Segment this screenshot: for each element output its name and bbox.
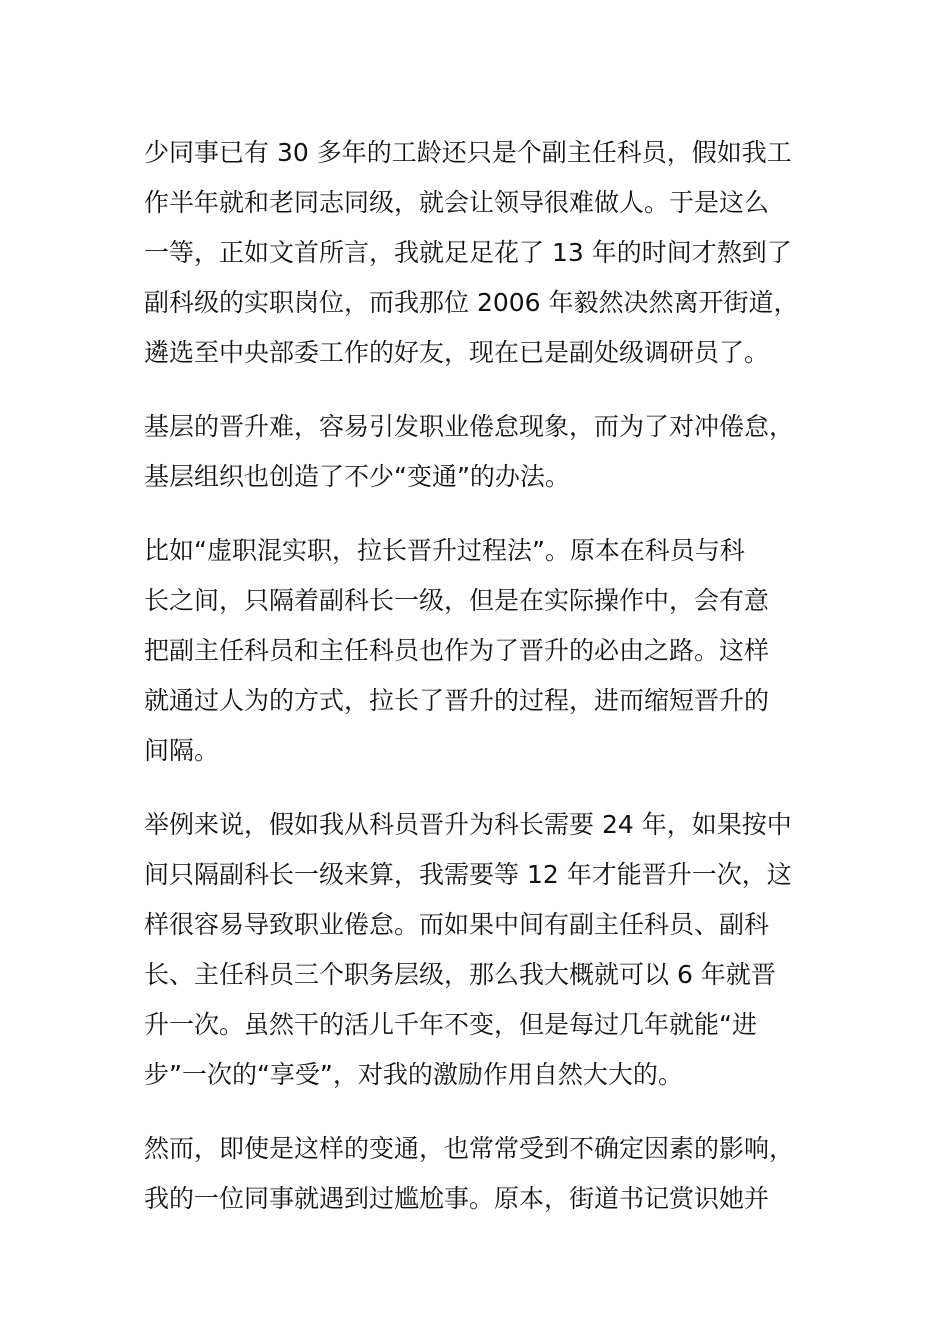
- document-body: [144, 128, 804, 1248]
- paragraph-2: [144, 402, 804, 502]
- text-line: 长之间，只隔着副科长一级，但是在实际操作中，会有意: [144, 586, 770, 615]
- paragraph-3: [144, 526, 804, 776]
- text-line: 升一次。虽然干的活儿千年不变，但是每过几年就能“进: [144, 1010, 757, 1039]
- text-line: 作半年就和老同志同级，就会让领导很难做人。于是这么: [144, 188, 770, 217]
- text-line: 基层的晋升难，容易引发职业倦怠现象，而为了对冲倦怠，: [144, 412, 795, 441]
- text-line: 间隔。: [144, 736, 220, 765]
- text-line: 基层组织也创造了不少“变通”的办法。: [144, 462, 570, 491]
- paragraph-4: [144, 800, 804, 1100]
- paragraph-1: [144, 128, 804, 378]
- text-line: 举例来说，假如我从科员晋升为科长需要 24 年，如果按中: [144, 810, 792, 839]
- text-line: 就通过人为的方式，拉长了晋升的过程，进而缩短晋升的: [144, 686, 770, 715]
- text-line: 把副主任科员和主任科员也作为了晋升的必由之路。这样: [144, 636, 770, 665]
- text-line: 少同事已有 30 多年的工龄还只是个副主任科员，假如我工: [144, 138, 792, 167]
- text-line: 间只隔副科长一级来算，我需要等 12 年才能晋升一次，这: [144, 860, 792, 889]
- text-line: 步”一次的“享受”，对我的激励作用自然大大的。: [144, 1060, 683, 1089]
- text-line: 然而，即使是这样的变通，也常常受到不确定因素的影响，: [144, 1134, 795, 1163]
- paragraph-5: [144, 1124, 804, 1224]
- text-line: 比如“虚职混实职，拉长晋升过程法”。原本在科员与科: [144, 536, 745, 565]
- text-line: 一等，正如文首所言，我就足足花了 13 年的时间才熬到了: [144, 238, 792, 267]
- text-line: 长、主任科员三个职务层级，那么我大概就可以 6 年就晋: [144, 960, 776, 989]
- text-line: 我的一位同事就遇到过尴尬事。原本，街道书记赏识她并: [144, 1184, 770, 1213]
- text-line: 样很容易导致职业倦怠。而如果中间有副主任科员、副科: [144, 910, 770, 939]
- text-line: 副科级的实职岗位，而我那位 2006 年毅然决然离开街道，: [144, 288, 799, 317]
- text-line: 遴选至中央部委工作的好友，现在已是副处级调研员了。: [144, 338, 770, 367]
